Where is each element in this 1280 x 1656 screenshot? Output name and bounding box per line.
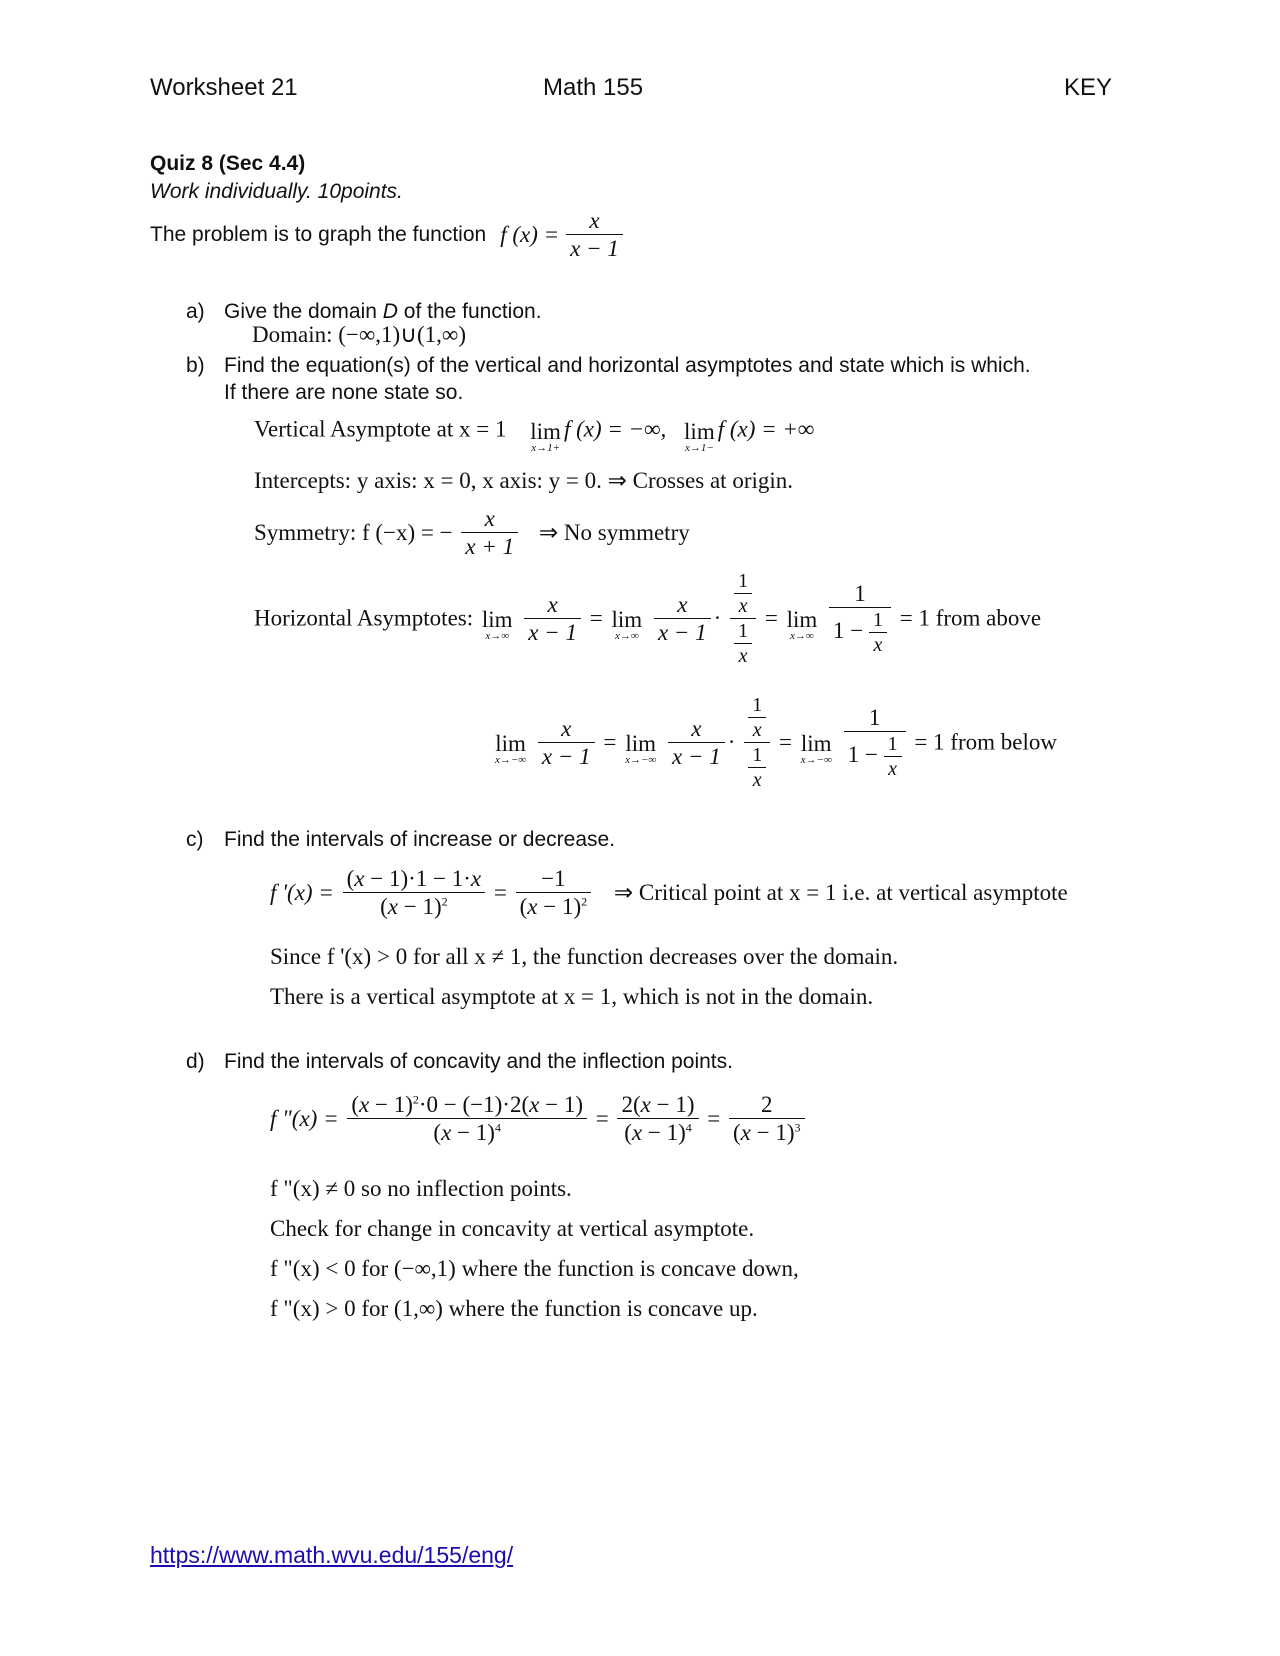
hfrac-6: $\frac{x}{x - 1}$ — [668, 716, 725, 770]
part-c-label: c) — [186, 828, 204, 851]
symmetry-pre: Symmetry: f (−x) = − — [254, 519, 453, 545]
hlim-5-sub: x→−∞ — [625, 753, 657, 766]
fprime-frac-2: $\frac{-1}{(x - 1)^2}$ — [516, 866, 592, 920]
fdouble-frac-1: $\frac{(x - 1)^2\cdot 0 - (-1)\cdot 2(x - 1)}{(x - 1)^4}$ — [347, 1092, 587, 1146]
header-right: KEY — [1064, 74, 1113, 101]
hlim-4-sub: x→−∞ — [495, 753, 527, 766]
part-d-line-1: f "(x) ≠ 0 so no inflection points. — [270, 1176, 572, 1201]
hlim-6-sub: x→−∞ — [800, 753, 832, 766]
symmetry-num: x — [461, 506, 518, 533]
hlim-3-sub: x→∞ — [790, 629, 814, 642]
part-d-line-2: Check for change in concavity at vertical asymptote. — [270, 1216, 755, 1241]
hlim-5: lim x→−∞ — [625, 730, 657, 766]
vlim-1: lim x→1+ — [530, 419, 561, 454]
part-b-prompt-1: Find the equation(s) of the vertical and horizontal asymptotes and state which is which. — [224, 354, 1031, 377]
vertical-asymptote-text: Vertical Asymptote at x = 1 — [254, 416, 507, 442]
part-d-line-3: f "(x) < 0 for (−∞,1) where the function is concave down, — [270, 1256, 799, 1281]
from-below: = 1 from below — [914, 729, 1057, 755]
hfrac-2: $\frac{x}{x - 1}$ — [654, 592, 711, 646]
domain-answer: Domain: (−∞,1)∪(1,∞) — [252, 322, 466, 347]
horizontal-asymptote-pos: Horizontal Asymptotes: lim x→∞ $\frac{x}{x - 1}$ = lim x→∞ $\frac{x}{x - 1}$ · $\frac{\frac{1}{x}}{\frac{1}{x}}$ = lim x→∞ 1 1 − $\frac{1}{x}$ = 1 from above — [254, 570, 1042, 667]
part-a-prompt-post: of the function. — [397, 300, 542, 323]
first-derivative: f '(x) = $\frac{(x - 1)\cdot 1 - 1\cdot x}{(x - 1)^2}$ = $\frac{-1}{(x - 1)^2}$ ⇒ Critical point at x = 1 i.e. at vertical asymptote — [270, 866, 1068, 920]
quiz-title: Quiz 8 (Sec 4.4) — [150, 152, 306, 175]
intro-f: f (x) = — [500, 221, 560, 247]
intro-fraction — [566, 208, 623, 262]
intro-text: The problem is to graph the function — [150, 222, 487, 246]
hlim-2: lim x→∞ — [611, 606, 643, 642]
horizontal-asymptote-neg: lim x→−∞ $\frac{x}{x - 1}$ = lim x→−∞ $\frac{x}{x - 1}$ · $\frac{\frac{1}{x}}{\frac{1}{x}}$ = lim x→−∞ 1 1 − $\frac{1}{x}$ = 1 from below — [495, 694, 1057, 791]
hfrac-1: $\frac{x}{x - 1}$ — [524, 592, 581, 646]
hfrac-8: 1 1 − $\frac{1}{x}$ — [844, 705, 906, 780]
hlim-6: lim x→−∞ — [800, 730, 832, 766]
part-c-prompt: Find the intervals of increase or decrease. — [224, 828, 616, 851]
intro-den: x − 1 — [570, 236, 619, 262]
vlim-1-sub: x→1+ — [531, 442, 560, 454]
part-c-line-1: Since f '(x) > 0 for all x ≠ 1, the function decreases over the domain. — [270, 944, 899, 969]
part-d-label: d) — [186, 1050, 205, 1073]
symmetry-line — [254, 506, 690, 560]
hlim-1-sub: x→∞ — [485, 629, 510, 642]
fdouble-frac-2: $\frac{2(x - 1)}{(x - 1)^4}$ — [617, 1092, 698, 1146]
vlim-1-value: f (x) = −∞, — [563, 416, 667, 442]
footer-link[interactable]: https://www.math.wvu.edu/155/eng/ — [150, 1542, 514, 1568]
intro-line — [150, 208, 626, 262]
hlim-2-sub: x→∞ — [614, 629, 639, 642]
fdouble-frac-3: $\frac{2}{(x - 1)^3}$ — [729, 1092, 805, 1146]
fprime-frac-1: $\frac{(x - 1)\cdot 1 - 1\cdot x}{(x - 1)^2}$ — [343, 866, 486, 920]
header-center: Math 155 — [543, 74, 644, 101]
intercepts-line: Intercepts: y axis: x = 0, x axis: y = 0. ⇒ Crosses at origin. — [254, 468, 794, 493]
part-d-line-4: f "(x) > 0 for (1,∞) where the function is concave up. — [270, 1296, 758, 1321]
hfrac-7: $\frac{\frac{1}{x}}{\frac{1}{x}}$ — [744, 694, 770, 791]
header-left: Worksheet 21 — [150, 74, 298, 101]
hlim-3: lim x→∞ — [786, 606, 818, 642]
part-b-label: b) — [186, 354, 205, 377]
part-c-line-2: There is a vertical asymptote at x = 1, which is not in the domain. — [270, 984, 874, 1009]
quiz-subtitle: Work individually. 10points. — [150, 180, 403, 203]
intro-num: x — [566, 208, 623, 235]
vertical-asymptote-line — [254, 414, 815, 454]
hlim-1: lim x→∞ — [481, 606, 513, 642]
vlim-2: lim x→1− — [684, 419, 715, 454]
hlim-4: lim x→−∞ — [495, 730, 527, 766]
part-d-prompt: Find the intervals of concavity and the inflection points. — [224, 1050, 733, 1073]
vlim-2-sub: x→1− — [684, 442, 714, 454]
part-a-prompt-var: D — [382, 300, 398, 323]
second-derivative: f "(x) = $\frac{(x - 1)^2\cdot 0 - (-1)\cdot 2(x - 1)}{(x - 1)^4}$ = $\frac{2(x - 1)}{(x - 1)^4}$ = $\frac{2}{(x - 1)^3}$ — [270, 1092, 808, 1146]
part-a-label: a) — [186, 300, 205, 323]
critical-point: ⇒ Critical point at x = 1 i.e. at vertical asymptote — [613, 879, 1068, 905]
part-a-prompt-pre: Give the domain — [224, 300, 383, 323]
vlim-2-value: f (x) = +∞ — [717, 416, 815, 442]
symmetry-fraction — [461, 506, 518, 560]
part-a-prompt — [224, 300, 542, 324]
symmetry-den: x + 1 — [465, 534, 515, 560]
hfrac-4: 1 1 − $\frac{1}{x}$ — [829, 581, 891, 656]
hfrac-5: $\frac{x}{x - 1}$ — [538, 716, 595, 770]
horizontal-label: Horizontal Asymptotes: — [254, 605, 474, 631]
symmetry-post: ⇒ No symmetry — [538, 519, 690, 545]
hfrac-3: $\frac{\frac{1}{x}}{\frac{1}{x}}$ — [730, 570, 756, 667]
from-above: = 1 from above — [899, 605, 1042, 631]
part-b-prompt-2: If there are none state so. — [224, 381, 464, 404]
